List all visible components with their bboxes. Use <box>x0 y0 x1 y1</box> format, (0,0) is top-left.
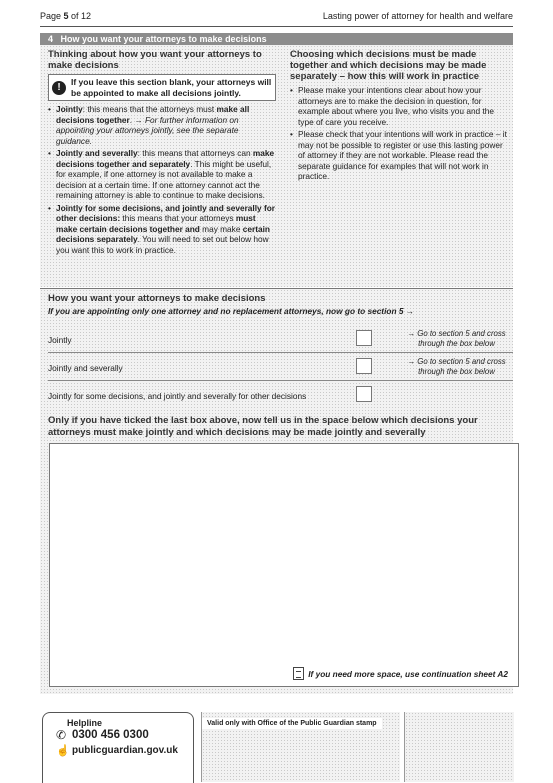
row-divider <box>48 380 513 381</box>
checkbox-jointly-severally[interactable] <box>356 358 372 374</box>
options-heading: How you want your attorneys to make decisions <box>48 293 266 304</box>
page-header <box>40 8 513 24</box>
bullet-mixed: • Jointly for some decisions, and jointly and severally for other decisions: this means that your attorneys must make certain decisions together and may make certain decisions separately. You will need to set out below how you want this to work in practice. <box>48 203 276 256</box>
left-column <box>48 49 276 257</box>
bullet-jointly: • Jointly: this means that the attorneys must make all decisions together. → For further information on appointing your attorneys jointly, see the separate guidance. <box>48 104 276 146</box>
option-row-jointly-severally <box>48 355 513 381</box>
option-row-jointly <box>48 327 513 353</box>
helpline-box <box>42 712 194 783</box>
option-label-mixed: Jointly for some decisions, and jointly and severally for other decisions <box>48 391 307 401</box>
left-bullets <box>48 104 276 255</box>
page-number: Page 5 of 12 <box>40 11 92 21</box>
goto-note-jointly-severally: → Go to section 5 and cross through the box below <box>407 357 506 376</box>
row-divider <box>48 352 513 353</box>
bullet-intentions: • Please make your intentions clear about how your attorneys are to make the decision in question, for example about where you live, who visits you and the type of care you receive. <box>290 85 510 127</box>
warning-text: If you leave this section blank, your attorneys will be appointed to make all decisions jointly. <box>71 77 272 98</box>
continuation-note: If you need more space, use continuation sheet A2 <box>293 667 508 680</box>
right-column <box>290 49 510 184</box>
right-bullets <box>290 85 510 182</box>
pointer-icon: ☝ <box>56 745 70 757</box>
left-heading: Thinking about how you want your attorneys to make decisions <box>48 49 262 71</box>
decision-options-panel <box>40 288 513 694</box>
helpline-number: 0300 456 0300 <box>72 729 149 741</box>
stamp-area-right <box>404 712 514 782</box>
goto-note-jointly: → Go to section 5 and cross through the box below <box>407 329 506 348</box>
checkbox-mixed[interactable] <box>356 386 372 402</box>
decisions-details-field[interactable] <box>49 443 519 687</box>
phone-icon: ✆ <box>56 728 67 742</box>
guidance-panel <box>40 45 513 287</box>
header-rule <box>40 26 513 27</box>
document-icon <box>293 667 304 680</box>
document-title: Lasting power of attorney for health and welfare <box>322 11 513 21</box>
details-heading: Only if you have ticked the last box above, now tell us in the space below which decisions your attorneys must make jointly and which decisions may be made jointly and severally <box>48 415 478 438</box>
right-heading: Choosing which decisions must be made together and which decisions may be made separately – how this will work in practice <box>290 49 487 82</box>
option-row-mixed <box>48 385 513 407</box>
section-title-bar: 4 How you want your attorneys to make decisions <box>40 33 513 45</box>
warning-box <box>48 74 276 101</box>
website-link[interactable]: publicguardian.gov.uk <box>72 745 178 756</box>
option-label-jointly: Jointly <box>48 335 72 345</box>
bullet-jointly-severally: • Jointly and severally: this means that attorneys can make decisions together and separately. This might be useful, for example, if one attorney is not available to make a decision at a certain time. If one attorney cannot act the remaining attorney is able to continue to make decisions. <box>48 148 276 201</box>
helpline-label: Helpline <box>67 718 103 728</box>
bullet-check: • Please check that your intentions will work in practice – it may not be possible to register or use this lasting power of attorney if they are not workable. Please read the separate guidance for examples that will not work in practice. <box>290 129 510 182</box>
option-label-jointly-severally: Jointly and severally <box>48 363 123 373</box>
stamp-area <box>201 712 400 782</box>
exclamation-icon: ! <box>52 81 66 95</box>
one-attorney-note: If you are appointing only one attorney and no replacement attorneys, now go to section 5 → <box>48 306 415 316</box>
checkbox-jointly[interactable] <box>356 330 372 346</box>
stamp-label: Valid only with Office of the Public Guardian stamp <box>202 718 382 729</box>
